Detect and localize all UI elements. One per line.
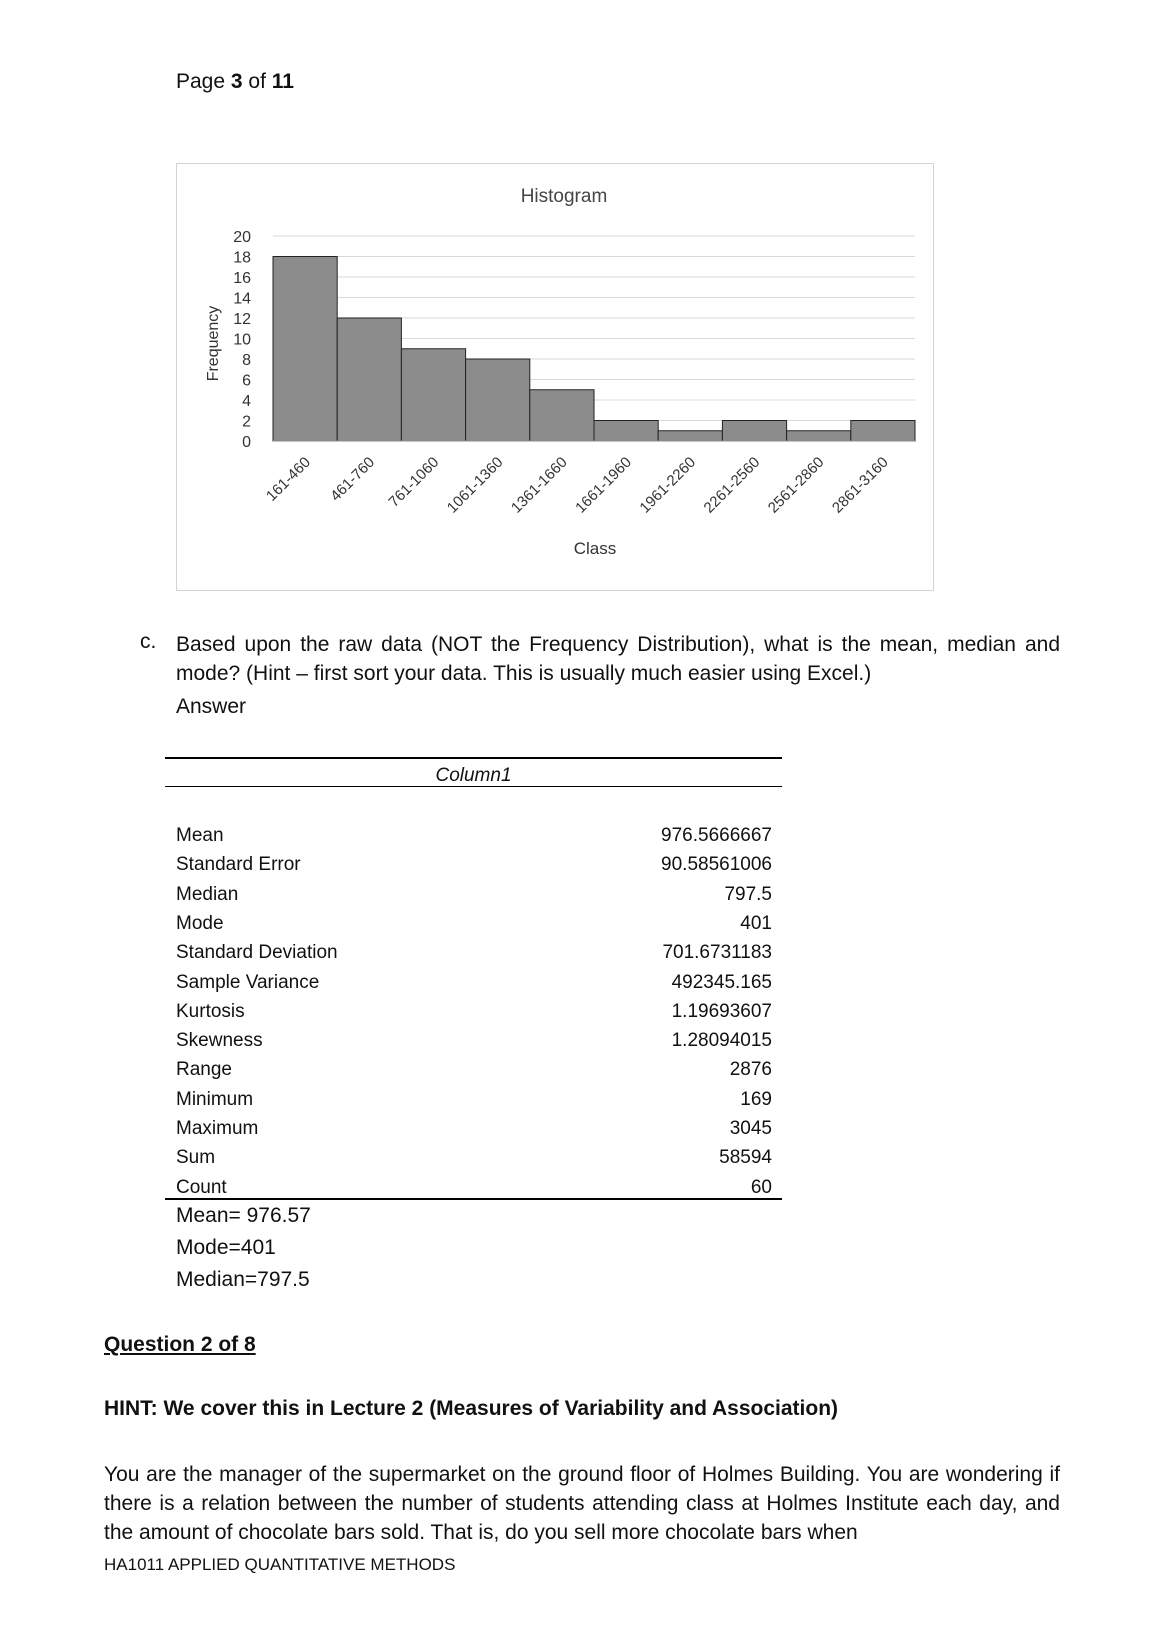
page-of: of xyxy=(242,70,272,93)
y-tick-label: 6 xyxy=(242,372,251,390)
stat-label: Minimum xyxy=(176,1088,254,1110)
stat-label: Median xyxy=(176,883,239,905)
table-row xyxy=(165,854,782,883)
stat-label: Mean xyxy=(176,825,224,846)
y-tick-label: 18 xyxy=(233,249,251,267)
stat-label: Skewness xyxy=(176,1030,263,1052)
histogram-bar xyxy=(530,390,594,441)
stat-label: Standard Deviation xyxy=(176,942,338,964)
y-axis-label: Frequency xyxy=(205,305,222,382)
table-row xyxy=(165,913,782,942)
table-row xyxy=(165,884,782,913)
stat-value: 90.58561006 xyxy=(661,854,772,876)
stat-value: 401 xyxy=(740,912,772,934)
table-row xyxy=(165,1059,782,1088)
table-row xyxy=(165,1147,782,1176)
table-top-rule xyxy=(165,757,782,759)
page-total: 11 xyxy=(271,70,294,93)
y-tick-label: 8 xyxy=(242,352,251,369)
table-row xyxy=(165,1030,782,1059)
table-column-header: Column1 xyxy=(435,765,512,786)
question-2-heading: Question 2 of 8 xyxy=(104,1333,256,1356)
histogram-bar xyxy=(787,431,851,441)
page-footer: HA1011 APPLIED QUANTITATIVE METHODS xyxy=(104,1555,456,1574)
y-tick-label: 14 xyxy=(233,290,251,308)
x-tick-label: 2861-3160 xyxy=(828,453,892,517)
x-tick-label: 1361-1660 xyxy=(507,453,571,517)
table-row xyxy=(165,972,782,1001)
stat-label: Maximum xyxy=(176,1118,259,1139)
table-row xyxy=(165,825,782,854)
table-row xyxy=(165,1177,782,1206)
y-tick-label: 0 xyxy=(242,434,251,451)
stat-label: Mode xyxy=(176,912,224,934)
question-2-hint: HINT: We cover this in Lecture 2 (Measures of Variability and Association) xyxy=(104,1397,839,1420)
stat-label: Kurtosis xyxy=(176,1000,245,1022)
stat-label: Count xyxy=(176,1176,227,1198)
question-c-letter: c. xyxy=(140,630,157,653)
table-row xyxy=(165,1089,782,1118)
histogram-svg xyxy=(177,164,935,592)
y-tick-label: 2 xyxy=(242,413,251,431)
stat-value: 1.28094015 xyxy=(671,1030,772,1052)
stat-value: 60 xyxy=(750,1176,772,1198)
y-tick-label: 20 xyxy=(233,229,251,246)
stat-value: 3045 xyxy=(729,1118,772,1139)
stat-value: 976.5666667 xyxy=(661,825,772,846)
y-tick-label: 4 xyxy=(242,393,251,410)
histogram-bar xyxy=(722,421,786,442)
x-tick-label: 2261-2560 xyxy=(700,453,764,517)
histogram-bar xyxy=(594,421,658,442)
histogram-chart xyxy=(176,163,934,591)
stat-value: 701.6731183 xyxy=(662,942,772,964)
table-row xyxy=(165,942,782,971)
summary-mean: Mean= 976.57 xyxy=(176,1204,311,1227)
page-current: 3 xyxy=(230,70,243,93)
x-tick-label: 1061-1360 xyxy=(443,453,507,517)
table-bottom-rule xyxy=(165,1198,782,1200)
stat-value: 492345.165 xyxy=(671,971,772,993)
histogram-bar xyxy=(273,257,337,442)
stat-label: Standard Error xyxy=(176,854,301,876)
question-c-text: Based upon the raw data (NOT the Frequency Distribution), what is the mean, median and mode? (Hint – first sort your data. This is usually much easier using Excel.) xyxy=(176,633,1060,685)
table-header-rule xyxy=(165,786,782,787)
table-row xyxy=(165,1118,782,1147)
x-tick-label: 461-760 xyxy=(327,453,379,505)
stat-value: 58594 xyxy=(719,1147,772,1169)
histogram-bar xyxy=(337,318,401,441)
answer-label: Answer xyxy=(176,695,247,718)
histogram-bar xyxy=(851,421,915,442)
stat-label: Sample Variance xyxy=(176,971,320,993)
chart-title: Histogram xyxy=(520,186,608,207)
y-tick-label: 16 xyxy=(233,270,251,287)
stat-value: 2876 xyxy=(729,1059,772,1081)
histogram-bar xyxy=(401,349,465,441)
x-tick-label: 2561-2860 xyxy=(764,453,828,517)
y-tick-label: 12 xyxy=(233,311,251,328)
summary-median: Median=797.5 xyxy=(176,1268,310,1291)
stat-label: Sum xyxy=(176,1147,216,1169)
x-tick-label: 761-1060 xyxy=(385,453,443,511)
page-header xyxy=(176,70,294,94)
table-row xyxy=(165,1001,782,1030)
summary-mode: Mode=401 xyxy=(176,1236,276,1259)
x-axis-label: Class xyxy=(573,539,617,558)
x-tick-label: 1961-2260 xyxy=(636,453,700,517)
stat-value: 169 xyxy=(740,1088,772,1110)
stat-value: 1.19693607 xyxy=(671,1000,772,1022)
y-tick-label: 10 xyxy=(233,331,251,349)
x-tick-label: 161-460 xyxy=(262,453,314,505)
x-tick-label: 1661-1960 xyxy=(572,453,635,517)
stat-label: Range xyxy=(176,1059,232,1081)
histogram-bar xyxy=(466,359,530,441)
page-label: Page xyxy=(176,70,231,93)
question-2-body: You are the manager of the supermarket on the ground floor of Holmes Building. You are wondering if there is a relation between the number of students attending class at Holmes Institute each day, and the amount of chocolate bars sold. That is, do you sell more chocolate bars when xyxy=(104,1463,1060,1544)
stat-value: 797.5 xyxy=(724,883,772,905)
histogram-bar xyxy=(658,431,722,441)
